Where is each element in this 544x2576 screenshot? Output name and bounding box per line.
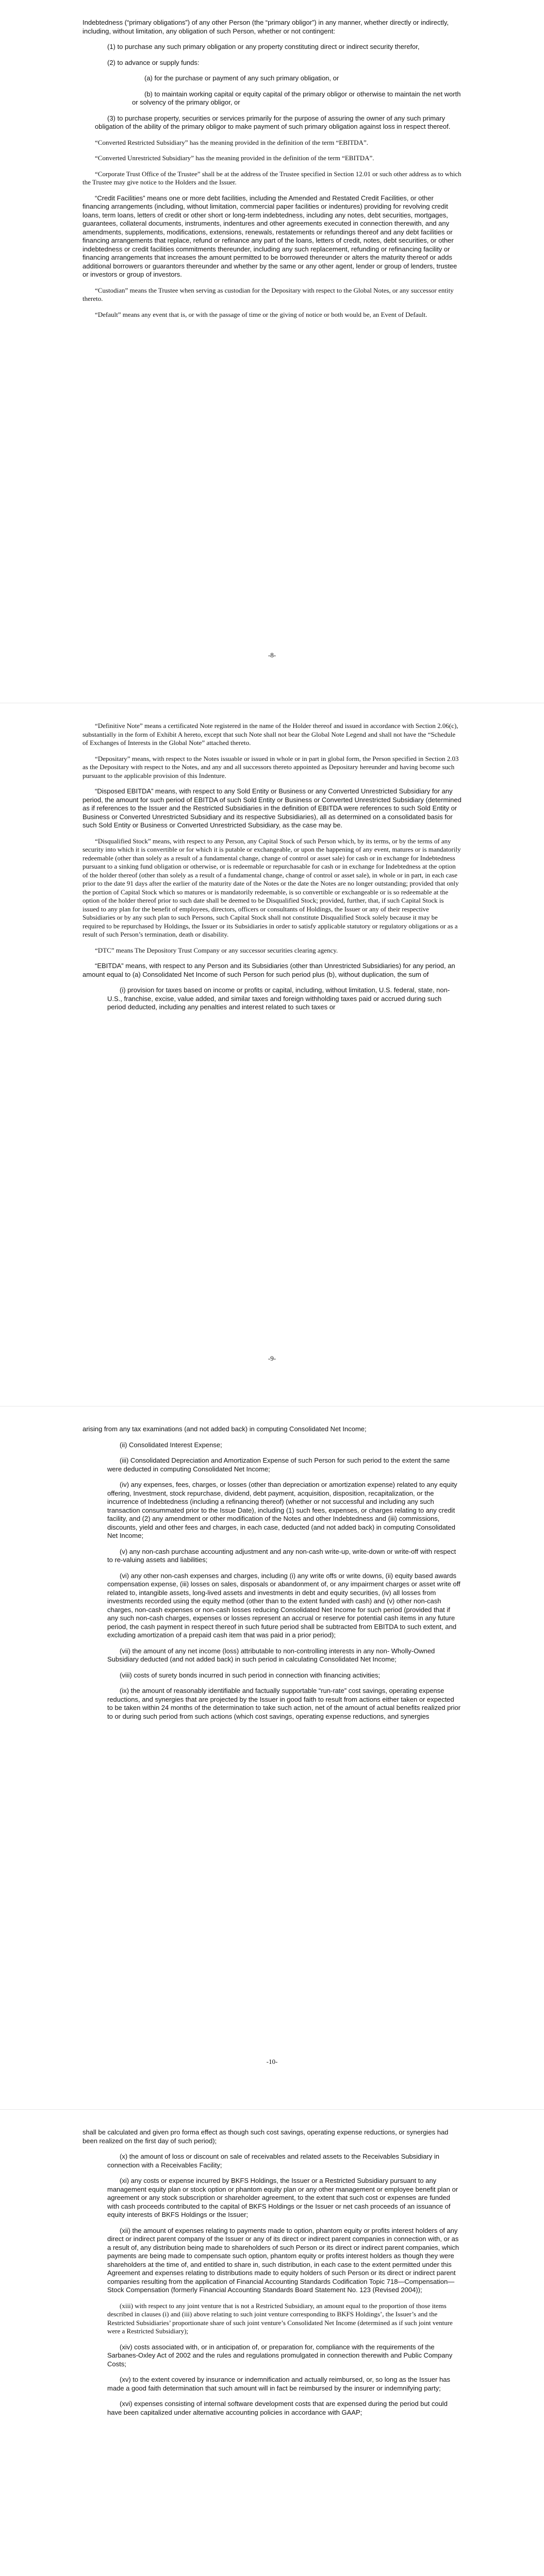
paragraph: (2) to advance or supply funds: xyxy=(107,58,200,66)
paragraph: “DTC” means The Depository Trust Company or any successor securities clearing agency. xyxy=(95,946,338,954)
document-page xyxy=(0,703,544,1406)
paragraph: (xi) any costs or expense incurred by BKFS Holdings, the Issuer or a Restricted Subsidiary pursuant to any management equity plan or stock option or phantom equity plan or any other management or employee benefit plan or agreement or any stock subscription or shareholder agreement, to the extent that such cost or expenses are funded with cash proceeds contributed to the capital of BKFS Holdings or the Issuer or net cash proceeds of an issuance of equity interests of BKFS Holdings or the Issuer; xyxy=(107,2177,458,2218)
paragraph: (iii) Consolidated Depreciation and Amortization Expense of such Person for such period to the extent the same were deducted in computing Consolidated Net Income; xyxy=(107,1456,450,1473)
document-page xyxy=(0,1406,544,2110)
paragraph: (i) provision for taxes based on income or profits or capital, including, without limitation, U.S. federal, state, non-U.S., franchise, excise, value added, and similar taxes and foreign withholding taxes paid or accrued during such period deducted, including any penalties and interest related to such taxes or xyxy=(107,986,450,1011)
page-number: -9- xyxy=(268,1354,276,1362)
paragraph: “Depositary” means, with respect to the Notes issuable or issued in whole or in part in global form, the Person specified in Section 2.03 as the Depositary with respect to the Notes, and any and all successors thereto appointed as Depositary hereunder and having become such pursuant to the applicable provision of this Indenture. xyxy=(83,754,459,779)
paragraph: “Corporate Trust Office of the Trustee” shall be at the address of the Trustee specified in Section 12.01 or such other address as to which the Trustee may give notice to the Holders and the Issuer. xyxy=(83,170,461,186)
paragraph: “Disqualified Stock” means, with respect to any Person, any Capital Stock of such Person which, by its terms, or by the terms of any security into which it is convertible or for which it is putable or exchangeable, or upon the happening of any event, matures or is mandatorily redeemable (other than solely as a result of a fundamental change, change of control or asset sale) for cash or in exchange for Indebtedness pursuant to a sinking fund obligation or otherwise, or is redeemable or repurchasable for cash or in exchange for Indebtedness at the option of the holder thereof (other than solely as a result of a fundamental change, change of control or asset sale), in whole or in part, in each case prior to the date 91 days after the earlier of the maturity date of the Notes or the date the Notes are no longer outstanding; provided that only the portion of Capital Stock which so matures or is mandatorily redeemable, is so convertible or exchangeable or is so redeemable at the option of the holder thereof prior to such date shall be deemed to be Disqualified Stock; provided, further, that, if such Capital Stock is issued to any plan for the benefit of employees, directors, officers or consultants of Holdings, the Issuer or any of their respective Subsidiaries or by any such plan to such Persons, such Capital Stock shall not constitute Disqualified Stock solely because it may be required to be repurchased by Holdings, the Issuer or its Subsidiaries in order to satisfy applicable statutory or regulatory obligations or as a result of such Person’s termination, death or disability. xyxy=(83,837,461,938)
paragraph: “Disposed EBITDA” means, with respect to any Sold Entity or Business or any Converted Unrestricted Subsidiary for any period, the amount for such period of EBITDA of such Sold Entity or Business or Converted Unrestricted Subsidiary (determined as if references to the Issuer and the Restricted Subsidiaries in the definition of EBITDA were references to such Sold Entity or Business or Converted Unrestricted Subsidiary and its respective Subsidiaries), all as determined on a consolidated basis for such Sold Entity or Business or Converted Unrestricted Subsidiary, as the case may be. xyxy=(83,787,461,829)
paragraph: (iv) any expenses, fees, charges, or losses (other than depreciation or amortization expense) related to any equity offering, Investment, stock repurchase, dividend, debt payment, acquisition, disposition, recapitalization, or the incurrence of Indebtedness (including a refinancing thereof) (whether or not successful and including any such transaction consummated prior to the Issue Date), including (1) such fees, expenses, or charges relating to any credit facility, and (2) any amendment or other modification of the Notes and other Indebtedness and (iii) commissions, discounts, yield and other fees and charges, in each case, deducted (and not added back) in computing Consolidated Net Income; xyxy=(107,1481,457,1539)
paragraph: “Converted Unrestricted Subsidiary” has the meaning provided in the definition of the term “EBITDA”. xyxy=(95,154,374,162)
paragraph: Indebtedness (“primary obligations”) of any other Person (the “primary obligor”) in any manner, whether directly or indirectly, including, without limitation, any obligation of such Person, whether or not contingent: xyxy=(83,19,449,35)
paragraph: (xiii) with respect to any joint venture that is not a Restricted Subsidiary, an amount equal to the proportion of those items described in clauses (i) and (iii) above relating to such joint venture corresponding to BKFS Holdings’, the Issuer’s and the Restricted Subsidiaries’ proportionate share of such joint venture’s Consolidated Net Income (determined as if such joint venture were a Restricted Subsidiary); xyxy=(107,2301,453,2335)
paragraph: “Default” means any event that is, or with the passage of time or the giving of notice or both would be, an Event of Default. xyxy=(95,310,427,318)
paragraph: (xv) to the extent covered by insurance or indemnification and actually reimbursed, or, so long as the Issuer has made a good faith determination that such amount will in fact be reimbursed by the insurer or indemnifying party; xyxy=(107,2376,450,2392)
paragraph: arising from any tax examinations (and not added back) in computing Consolidated Net Income; xyxy=(83,1425,367,1433)
paragraph: (xiv) costs associated with, or in anticipation of, or preparation for, compliance with the requirements of the Sarbanes-Oxley Act of 2002 and the rules and regulations promulgated in connection therewith and Public Company Costs; xyxy=(107,2343,453,2368)
paragraph: (xii) the amount of expenses relating to payments made to option, phantom equity or profits interest holders of any direct or indirect parent company of the Issuer or any of its direct or indirect parent companies in connection with, or as a result of, any distribution being made to shareholders of such Person or its direct or indirect parent companies, which payments are being made to compensate such option, phantom equity or profits interest holders as though they were shareholders at the time of, and entitled to share in, such distribution, in each case to the extent permitted under this Agreement and expenses relating to distributions made to equity holders of such Person or its direct or indirect parent companies resulting from the application of Financial Accounting Standards Codification Topic 718—Compensation—Stock Compensation (formerly Financial Accounting Standards Board Statement No. 123 (Revised 2004)); xyxy=(107,2226,459,2294)
paragraph: “Converted Restricted Subsidiary” has the meaning provided in the definition of the term “EBITDA”. xyxy=(95,138,368,146)
paragraph: “Credit Facilities” means one or more debt facilities, including the Amended and Restated Credit Facilities, or other financing arrangements (including, without limitation, commercial paper facilities or indentures) providing for revolving credit loans, term loans, letters of credit or other short or long-term indebtedness, including any notes, debt securities, mortgages, guarantees, collateral documents, instruments, indentures and other agreements executed in connection therewith, and any amendments, supplements, modifications, extensions, renewals, restatements or refundings thereof and any debt facilities or financing arrangements that replace, refund or refinance any part of the loans, letters of credit, notes, debt securities, or other indebtedness or credit facilities commitments thereunder, including any such replacement, refunding or refinancing facility or financing arrangements that increases the amount permitted to be borrowed thereunder or alters the maturity thereof or adds additional borrowers or guarantors thereunder and whether by the same or any other agent, lender or group of lenders, trustee or investors or group of investors. xyxy=(83,194,457,278)
paragraph: (1) to purchase any such primary obligation or any property constituting direct or indirect security therefor, xyxy=(107,43,420,50)
paragraph: “Definitive Note” means a certificated Note registered in the name of the Holder thereof and issued in accordance with Section 2.06(c), substantially in the form of Exhibit A hereto, except that such Note shall not bear the Global Note Legend and shall not have the “Schedule of Exchanges of Interests in the Global Note” attached thereto. xyxy=(83,722,458,747)
paragraph: (viii) costs of surety bonds incurred in such period in connection with financing activities; xyxy=(120,1671,381,1679)
paragraph: (3) to purchase property, securities or services primarily for the purpose of assuring the owner of any such primary obligation of the ability of the primary obligor to make payment of such primary obligation against loss in respect thereof. xyxy=(95,114,451,130)
paragraph: (vii) the amount of any net income (loss) attributable to non-controlling interests in any non- Wholly-Owned Subsidiary deducted (and not added back) in such period in calculating Consolidated Net Income; xyxy=(107,1647,435,1663)
paragraph: (b) to maintain working capital or equity capital of the primary obligor or otherwise to maintain the net worth or solvency of the primary obligor, or xyxy=(132,90,461,106)
paragraph: “Custodian” means the Trustee when serving as custodian for the Depositary with respect to the Global Notes, or any successor entity thereto. xyxy=(83,286,454,302)
paragraph: (a) for the purchase or payment of any such primary obligation, or xyxy=(144,74,339,82)
paragraph: shall be calculated and given pro forma effect as though such cost savings, operating expense reductions, or synergies had been realized on the first day of such period); xyxy=(83,2128,449,2145)
document-page xyxy=(0,0,544,703)
document-page xyxy=(0,2110,544,2576)
page-number: -10- xyxy=(266,2058,278,2065)
paragraph: (v) any non-cash purchase accounting adjustment and any non-cash write-up, write-down or write-off with respect to re-valuing assets and liabilities; xyxy=(107,1547,456,1564)
paragraph: (xvi) expenses consisting of internal software development costs that are expensed during the period but could have been capitalized under alternative accounting policies in accordance with GAAP; xyxy=(107,2400,448,2416)
paragraph: (ii) Consolidated Interest Expense; xyxy=(120,1440,222,1449)
paragraph: “EBITDA” means, with respect to any Person and its Subsidiaries (other than Unrestricted Subsidiaries) for any period, an amount equal to (a) Consolidated Net Income of such Person for such period plus (b), without duplication, the sum of xyxy=(83,962,455,978)
paragraph: (x) the amount of loss or discount on sale of receivables and related assets to the Receivables Subsidiary in connection with a Receivables Facility; xyxy=(107,2153,440,2169)
paragraph: (vi) any other non-cash expenses and charges, including (i) any write offs or write downs, (ii) equity based awards compensation expense, (iii) losses on sales, disposals or abandonment of, or any impairment charges or asset write off related to, intangible assets, long-lived assets and investments in debt and equity securities, (iv) all losses from investments recorded using the equity method (other than to the extent funded with cash) and (v) other non-cash charges, non-cash expenses or non-cash losses reducing Consolidated Net Income for such period (provided that if any such non-cash charges, expenses or losses represent an accrual or reserve for potential cash items in any future period, the cash payment in respect thereof in such future period shall be subtracted from EBITDA to such extent, and excluding amortization of a prepaid cash item that was paid in a prior period); xyxy=(107,1571,460,1639)
paragraph: (ix) the amount of reasonably identifiable and factually supportable “run-rate” cost savings, operating expense reductions, and synergies that are projected by the Issuer in good faith to result from actions either taken or expected to be taken within 24 months of the determination to take such action, net of the amount of actual benefits realized prior to or during such period from such actions (which cost savings, operating expense reductions, and synergies xyxy=(107,1687,461,1720)
page-number: -8- xyxy=(268,651,276,659)
